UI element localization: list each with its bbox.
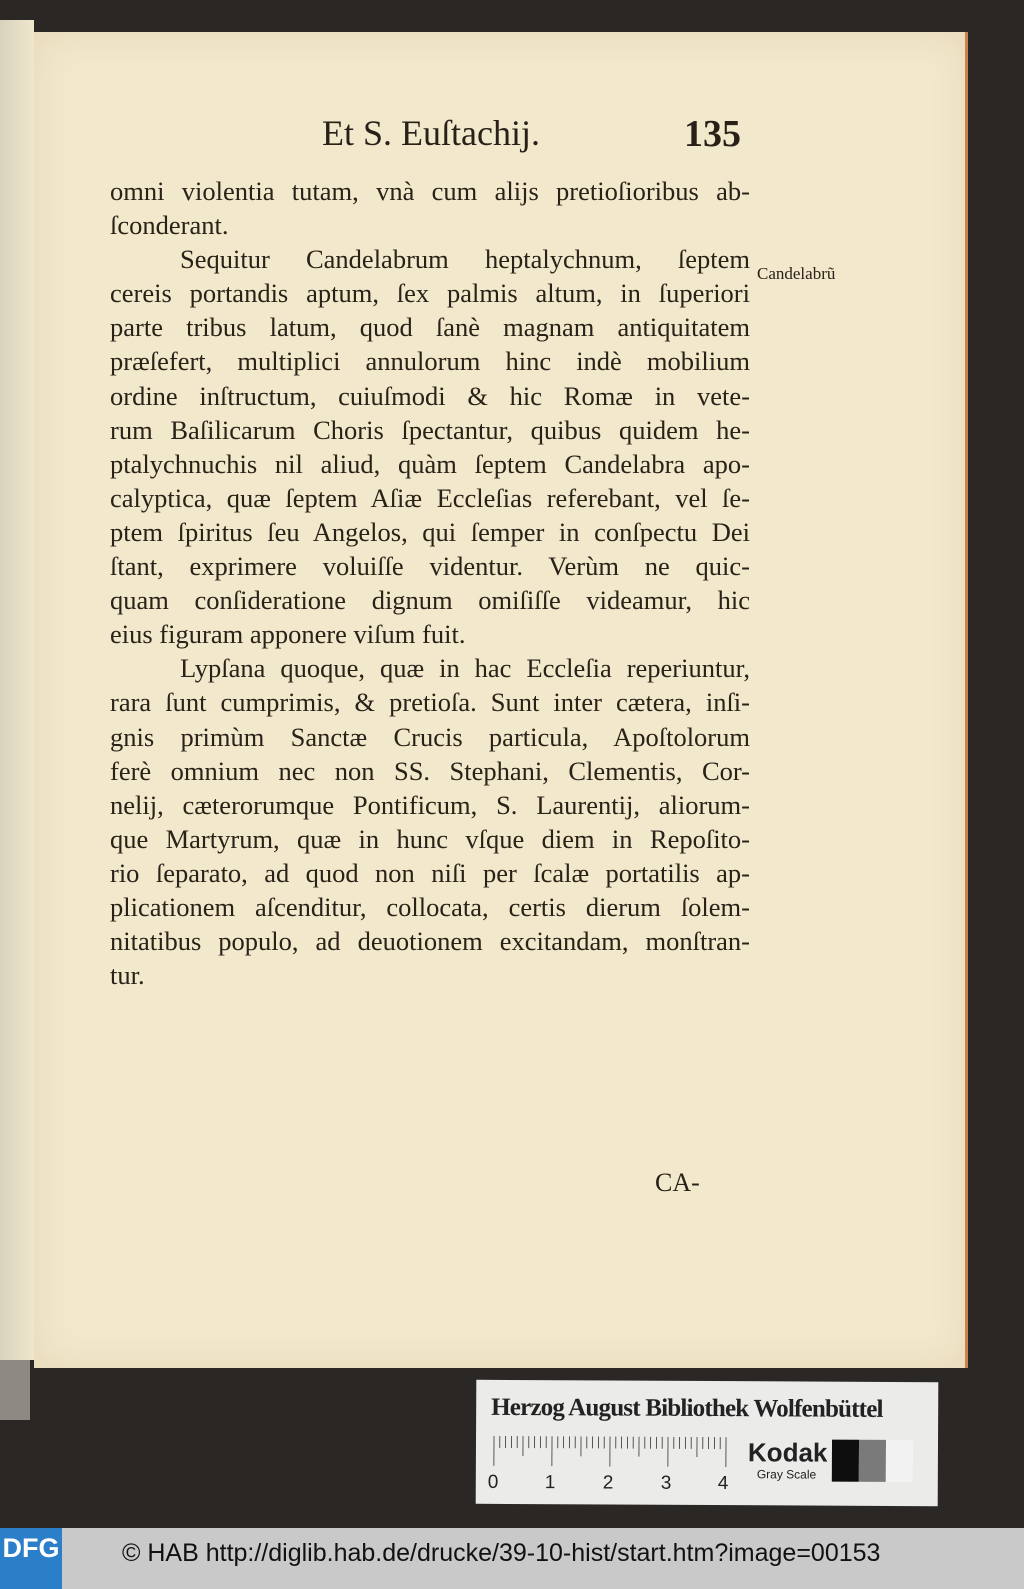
text-line: calyptica, quæ ſeptem Aſiæ Eccleſias referebant, vel ſe- [110,482,750,513]
ruler-number: 0 [487,1471,499,1493]
text-line: rum Baſilicarum Choris ſpectantur, quibus quidem he- [110,414,750,445]
text-line: que Martyrum, quæ in hunc vſque diem in Repoſito- [110,823,750,854]
adjacent-page-shadow [0,1360,30,1420]
text-line: rara ſunt cumprimis, & pretioſa. Sunt inter cætera, inſi- [110,687,750,718]
body-text [110,174,750,992]
credit-link[interactable]: © HAB http://diglib.hab.de/drucke/39-10-hist/start.htm?image=00153 [122,1539,881,1567]
text-line: plicationem aſcenditur, collocata, certis dierum ſolem- [110,891,750,922]
catchword: CA- [655,1168,700,1197]
footer-bar [0,1528,1024,1589]
ruler-number: 4 [717,1473,729,1495]
white-swatch [886,1440,913,1482]
ruler-number: 2 [602,1472,614,1494]
gray-swatch [859,1440,886,1482]
library-name: Herzog August Bibliothek Wolfenbüttel [491,1393,883,1423]
page-number: 135 [684,113,741,155]
marginal-note: Candelabrũ [757,264,836,283]
text-line: rio ſeparato, ad quod non niſi per ſcalæ portatilis ap- [110,857,750,888]
text-line: ferè omnium nec non SS. Stephani, Clementis, Cor- [110,755,750,786]
running-head: Et S. Euſtachij. [322,113,540,153]
text-line: ſtant, exprimere voluiſſe videntur. Verùm ne quic- [110,551,750,582]
gray-scale-label: Gray Scale [756,1467,817,1482]
color-scale-card [476,1380,939,1506]
text-line: nelij, cæterorumque Pontificum, S. Laurentij, aliorum- [110,789,750,820]
text-line: ptalychnuchis nil aliud, quàm ſeptem Candelabra apo- [110,448,750,479]
text-line: parte tribus latum, quod ſanè magnam antiquitatem [110,312,750,343]
text-line: quam conſideratione dignum omiſiſſe videamur, hic [110,585,750,616]
text-line: omni violentia tutam, vnà cum alijs pretioſioribus ab- [110,176,750,206]
text-line: gnis primùm Sanctæ Crucis particula, Apoſtolorum [110,721,750,752]
text-line: Sequitur Candelabrum heptalychnum, ſeptem [180,244,750,275]
dfg-logo: DFG [0,1528,62,1589]
text-line: ſconderant. [110,210,229,241]
text-line: eius figuram apponere viſum fuit. [110,619,466,650]
text-line: tur. [110,960,145,991]
text-line: Lypſana quoque, quæ in hac Eccleſia reperiuntur, [180,653,750,684]
ruler-icon [492,1436,732,1467]
ruler-number: 1 [544,1472,556,1494]
kodak-logo: Kodak [747,1437,828,1468]
text-line: cereis portandis aptum, ſex palmis altum, in ſuperiori [110,278,750,309]
text-line: nitatibus populo, ad deuotionem excitandam, monſtran- [110,926,750,957]
black-swatch [832,1440,859,1482]
text-line: ordine inſtructum, cuiuſmodi & hic Romæ in vete- [110,380,750,411]
adjacent-page-edge [0,20,34,1360]
text-line: præſefert, multiplici annulorum hinc indè mobilium [110,346,750,377]
ruler-number: 3 [660,1472,672,1494]
text-line: ptem ſpiritus ſeu Angelos, qui ſemper in conſpectu Dei [110,516,750,547]
